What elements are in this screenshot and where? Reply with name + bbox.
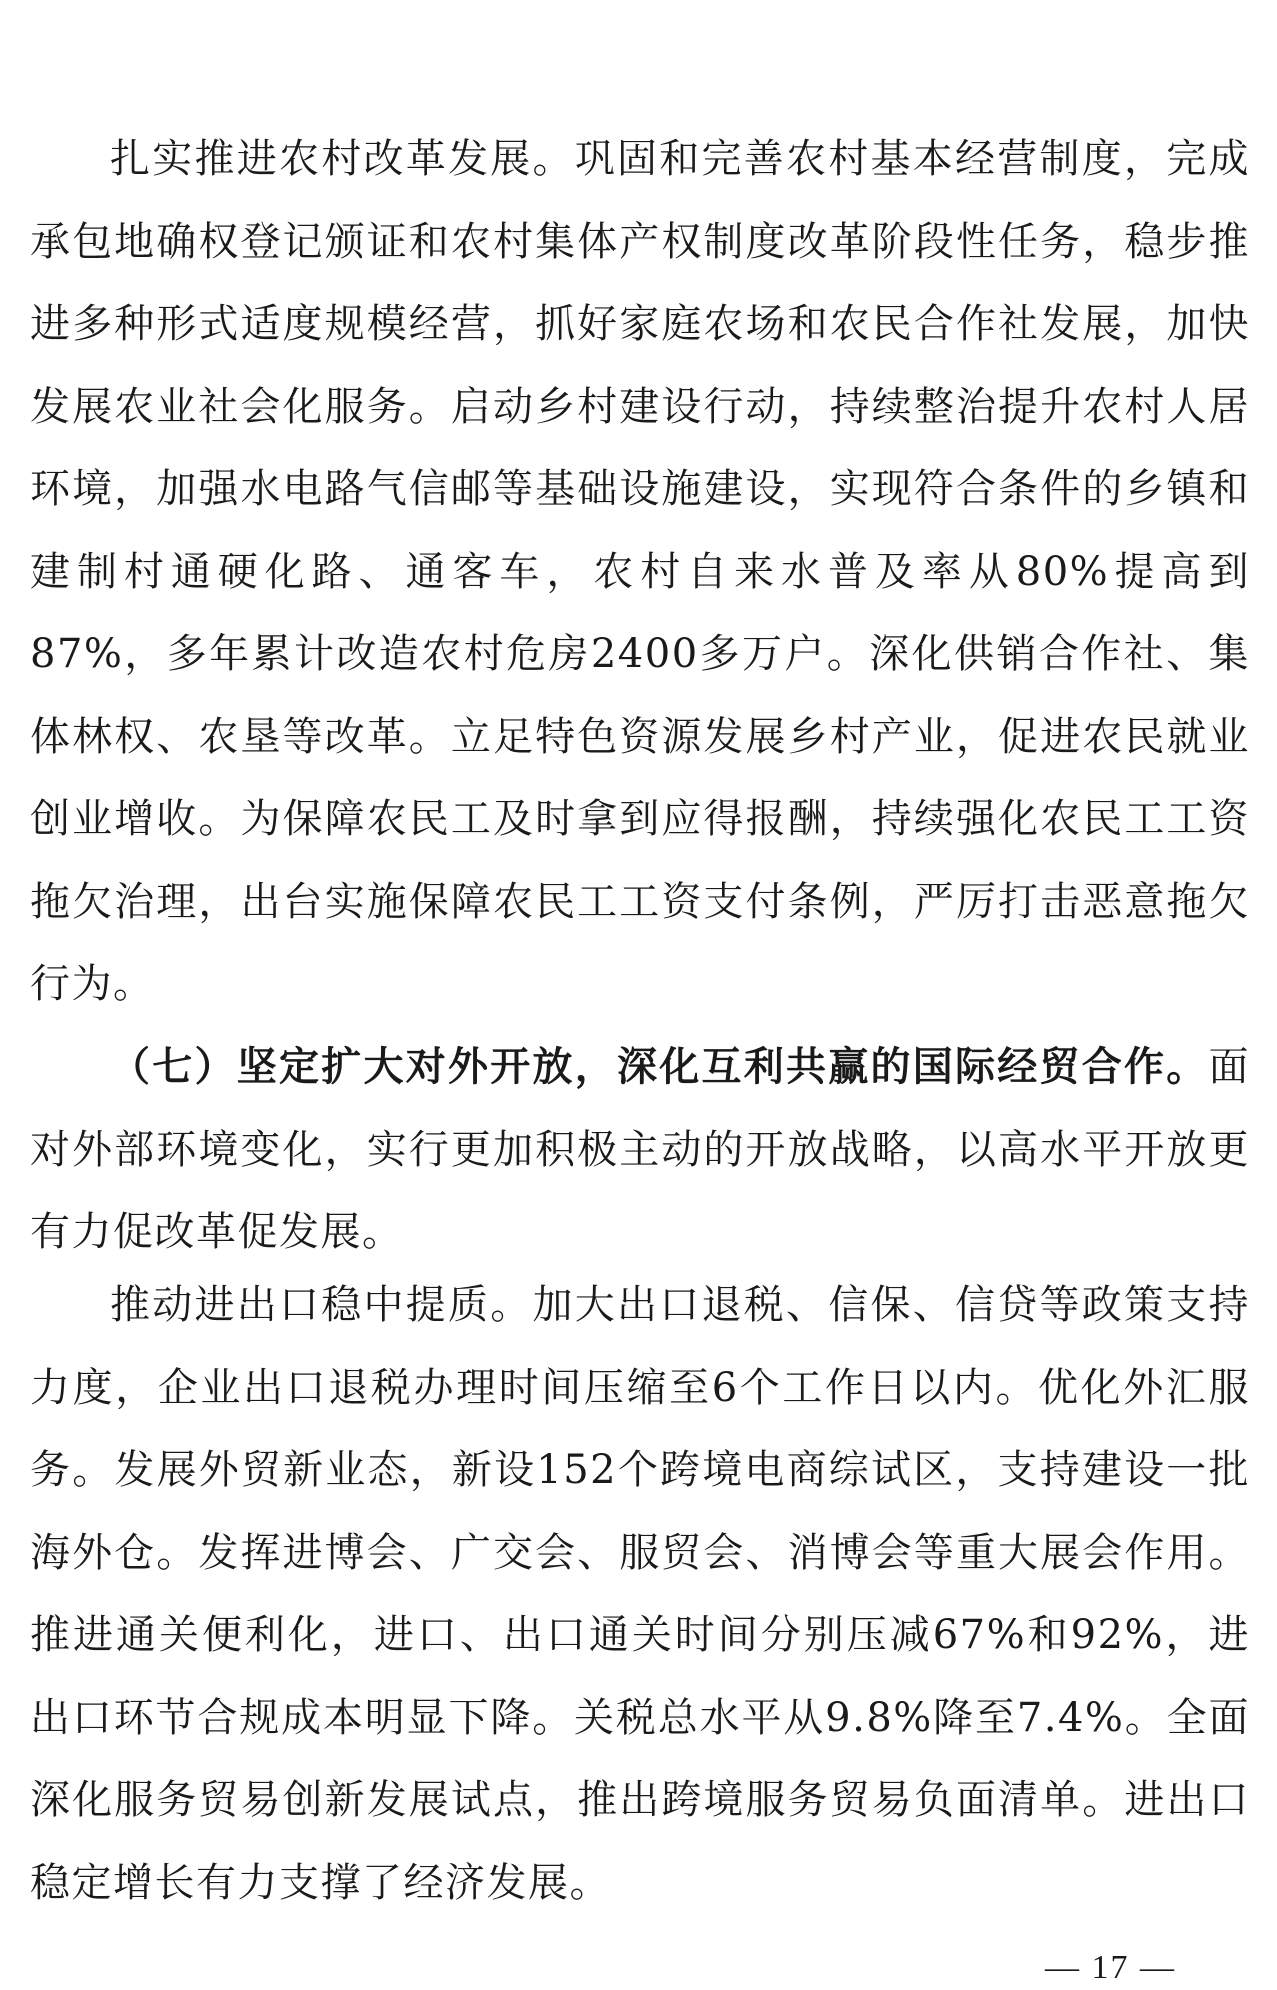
paragraph-text: 推动进出口稳中提质。加大出口退税、信保、信贷等政策支持力度，企业出口退税办理时间压缩至6个工作日以内。优化外汇服务。发展外贸新业态，新设152个跨境电商综试区，支持建设一批海外仓。发挥进博会、广交会、服贸会、消博会等重大展会作用。推进通关便利化，进口、出口通关时间分别压减67%和92%，进出口环节合规成本明显下降。关税总水平从9.8%降至7.4%。全面深化服务贸易创新发展试点，推出跨境服务贸易负面清单。进出口稳定增长有力支撑了经济发展。 <box>30 1282 1250 1906</box>
paragraph-rural-reform <box>30 118 1250 1026</box>
paragraph-import-export <box>30 1264 1250 1924</box>
section-heading: （七）坚定扩大对外开放，深化互利共赢的国际经贸合作。 <box>110 1043 1209 1090</box>
page-number: — 17 — <box>1045 1949 1176 1986</box>
paragraph-text: 扎实推进农村改革发展。巩固和完善农村基本经营制度，完成承包地确权登记颁证和农村集体产权制度改革阶段性任务，稳步推进多种形式适度规模经营，抓好家庭农场和农民合作社发展，加快发展农业社会化服务。启动乡村建设行动，持续整治提升农村人居环境，加强水电路气信邮等基础设施建设，实现符合条件的乡镇和建制村通硬化路、通客车，农村自来水普及率从80%提高到87%，多年累计改造农村危房2400多万户。深化供销合作社、集体林权、农垦等改革。立足特色资源发展乡村产业，促进农民就业创业增收。为保障农民工及时拿到应得报酬，持续强化农民工工资拖欠治理，出台实施保障农民工工资支付条例，严厉打击恶意拖欠行为。 <box>30 136 1250 1007</box>
paragraph-opening-up <box>30 1026 1250 1274</box>
paragraph-text: 面对外部环境变化，实行更加积极主动的开放战略，以高水平开放更有力促改革促发展。 <box>30 1044 1250 1255</box>
